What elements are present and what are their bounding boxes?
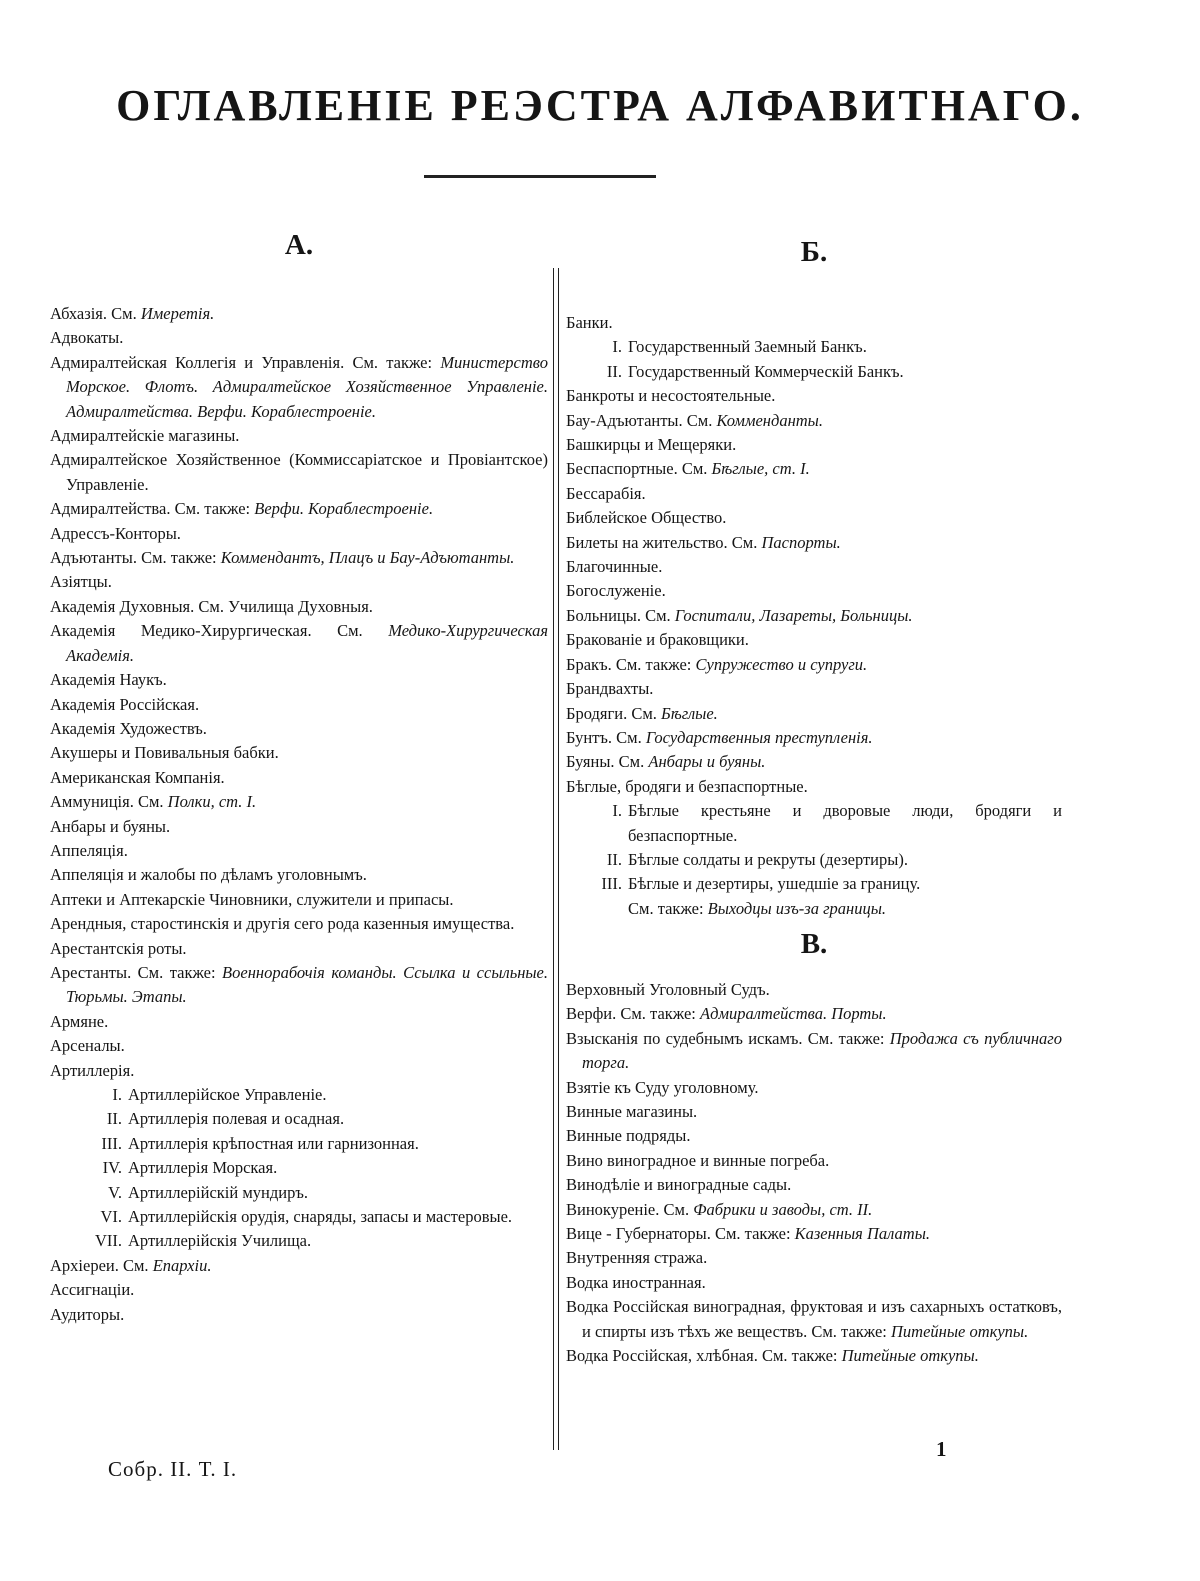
entry-text: Адъютанты. См. также: xyxy=(50,548,221,568)
entry-text: Аппеляція. xyxy=(50,840,128,860)
index-entry xyxy=(566,1149,1062,1173)
entry-text: Аппеляція и жалобы по дѣламъ уголовнымъ. xyxy=(50,865,367,885)
index-entry xyxy=(566,653,1062,677)
entry-text: Брандвахты. xyxy=(566,679,654,699)
entry-reference: Имеретія. xyxy=(140,304,215,323)
index-entry xyxy=(50,497,548,521)
index-subentry xyxy=(50,1229,548,1253)
index-entry xyxy=(50,570,548,594)
index-entry xyxy=(50,693,548,717)
entry-text: Артиллерія Морская. xyxy=(128,1158,278,1178)
entry-reference: Паспорты. xyxy=(761,532,841,552)
section-letter-a: А. xyxy=(284,229,314,261)
index-subentry xyxy=(566,897,1062,921)
index-subentry xyxy=(50,1181,548,1205)
entry-text: Артиллерія. xyxy=(50,1060,135,1080)
index-entry xyxy=(566,604,1062,628)
page-number: 1 xyxy=(936,1437,947,1461)
index-entry xyxy=(50,888,548,912)
entry-reference: Казенныя Палаты. xyxy=(794,1224,930,1244)
entry-text: Бродяги. См. xyxy=(566,703,662,723)
index-entry xyxy=(566,775,1062,799)
entry-reference: Верфи. Кораблестроеніе. xyxy=(254,499,434,519)
index-entry xyxy=(566,555,1062,579)
entry-reference: Питейные откупы. xyxy=(891,1321,1029,1341)
entry-reference: Полки, ст. I. xyxy=(167,792,257,812)
entry-text: Арсеналы. xyxy=(50,1036,125,1056)
index-entry xyxy=(50,1010,548,1034)
entry-text: Верховный Уголовный Судъ. xyxy=(566,980,770,999)
index-entry xyxy=(566,978,1062,1002)
entry-text: Академія Россійская. xyxy=(50,694,200,714)
index-entry xyxy=(566,1100,1062,1124)
index-entry xyxy=(50,790,548,814)
index-entry xyxy=(566,726,1062,750)
entry-text: Артиллерія полевая и осадная. xyxy=(128,1109,345,1129)
entry-reference: Медико-Хирургическая Академія. xyxy=(66,621,548,665)
index-entry xyxy=(566,1271,1062,1295)
index-entry xyxy=(566,750,1062,774)
entry-text: Билеты на жительство. См. xyxy=(566,532,762,552)
index-entry xyxy=(50,766,548,790)
index-entry xyxy=(50,1278,548,1302)
entry-text: Адмиралтейскіе магазины. xyxy=(50,426,240,446)
entry-text: Академія Художествъ. xyxy=(50,718,207,738)
index-subentry xyxy=(566,848,1062,872)
entries-b xyxy=(566,311,1062,921)
entry-text: Акушеры и Повивальныя бабки. xyxy=(50,743,279,763)
index-entry xyxy=(50,302,548,326)
entry-text: Бракованіе и браковщики. xyxy=(566,630,749,650)
entry-text: Внутренняя стража. xyxy=(566,1248,708,1268)
entry-text: Бессарабія. xyxy=(566,483,646,503)
index-entry xyxy=(566,1002,1062,1026)
entry-text: Государственный Коммерческій Банкъ. xyxy=(628,361,904,381)
column-divider xyxy=(553,268,559,1450)
index-subentry xyxy=(50,1132,548,1156)
entry-text: Армяне. xyxy=(50,1011,109,1031)
entry-text: См. также: xyxy=(628,898,708,918)
entry-text: Банкроты и несостоятельные. xyxy=(566,386,776,406)
index-entry xyxy=(50,424,548,448)
index-entry xyxy=(50,912,548,936)
entry-text: Богослуженіе. xyxy=(566,581,666,601)
subentry-number: V. xyxy=(108,1182,122,1202)
index-entry xyxy=(50,1034,548,1058)
entry-text: Адрессъ-Конторы. xyxy=(50,523,181,543)
entry-text: Анбары и буяны. xyxy=(50,816,171,836)
index-entry xyxy=(50,546,548,570)
entry-text: Арестанты. См. также: xyxy=(50,962,223,982)
entry-text: Беспаспортные. См. xyxy=(566,459,712,479)
entry-text: Бѣглые крестьяне и дворовые люди, бродяги и безпаспортные. xyxy=(628,801,1062,845)
entry-text: Библейское Общество. xyxy=(566,508,727,528)
index-entry xyxy=(566,702,1062,726)
entry-reference: Бѣглые, ст. I. xyxy=(711,459,810,479)
index-entry xyxy=(566,628,1062,652)
entry-text: Больницы. См. xyxy=(566,605,675,625)
entry-reference: Супружество и супруги. xyxy=(695,654,868,674)
index-entry xyxy=(566,1173,1062,1197)
index-entry xyxy=(50,448,548,497)
entry-text: Бунтъ. См. xyxy=(566,727,646,747)
entry-text: Бѣглые, бродяги и безпаспортные. xyxy=(566,776,808,796)
index-subentry xyxy=(50,1205,548,1229)
entry-text: Водка Россійская виноградная, фруктовая и изъ сахарныхъ остатковъ, и спирты изъ тѣхъ же веществъ. См. также: xyxy=(566,1297,1062,1341)
entries-a xyxy=(50,302,548,1327)
subentry-number: II. xyxy=(606,849,622,869)
entry-reference: Бѣглые. xyxy=(661,703,718,723)
entry-reference: Выходцы изъ-за границы. xyxy=(707,898,887,918)
entry-text: Адмиралтейства. См. также: xyxy=(50,499,255,519)
index-subentry xyxy=(50,1107,548,1131)
index-entry xyxy=(566,1295,1062,1344)
entry-reference: Коммендантъ, Плацъ и Бау-Адъютанты. xyxy=(220,548,515,568)
entry-text: Бракъ. См. также: xyxy=(566,654,696,674)
index-entry xyxy=(566,384,1062,408)
index-entry xyxy=(566,531,1062,555)
index-subentry xyxy=(50,1083,548,1107)
subentry-number: I. xyxy=(612,801,622,821)
entries-v xyxy=(566,978,1062,1369)
entry-reference: Государственныя преступленія. xyxy=(645,727,873,747)
entry-text: Академія Медико-Хирургическая. См. xyxy=(50,621,389,641)
index-entry xyxy=(50,668,548,692)
index-entry xyxy=(50,326,548,350)
index-entry xyxy=(566,482,1062,506)
entry-text: Аудиторы. xyxy=(50,1304,125,1324)
entry-reference: Министерство Морское. Флотъ. Адмиралтейское Хозяйственное Управленіе. Адмиралтейства. Верфи. Кораблестроеніе. xyxy=(66,352,548,421)
index-entry xyxy=(50,863,548,887)
index-entry xyxy=(50,1303,548,1327)
entry-text: Бѣглые и дезертиры, ушедшіе за границу. xyxy=(628,874,921,894)
index-subentry xyxy=(50,1156,548,1180)
entry-reference: Анбары и буяны. xyxy=(648,752,766,772)
entry-text: Водка Россійская, хлѣбная. См. также: xyxy=(566,1346,842,1366)
entry-text: Башкирцы и Мещеряки. xyxy=(566,435,737,455)
entry-text: Верфи. См. также: xyxy=(566,1004,701,1024)
entry-text: Благочинные. xyxy=(566,557,663,577)
index-entry xyxy=(50,741,548,765)
index-entry xyxy=(50,522,548,546)
entry-reference: Питейные откупы. xyxy=(841,1346,979,1366)
index-entry xyxy=(50,595,548,619)
index-entry xyxy=(566,1027,1062,1076)
entry-text: Взысканія по судебнымъ искамъ. См. также: xyxy=(566,1028,890,1048)
index-subentry xyxy=(566,335,1062,359)
index-entry xyxy=(566,1076,1062,1100)
entry-text: Артиллерійскій мундиръ. xyxy=(128,1182,308,1202)
entry-text: Американская Компанія. xyxy=(50,767,225,787)
entry-text: Винные магазины. xyxy=(566,1102,698,1122)
entry-text: Абхазія. См. xyxy=(50,304,141,323)
index-entry xyxy=(566,311,1062,335)
entry-text: Винные подряды. xyxy=(566,1126,691,1146)
entry-text: Адмиралтейское Хозяйственное (Коммиссаріатское и Провіантское) Управленіе. xyxy=(50,450,548,494)
index-entry xyxy=(50,619,548,668)
title-rule xyxy=(424,175,656,178)
index-entry xyxy=(566,506,1062,530)
index-entry xyxy=(50,961,548,1010)
index-entry xyxy=(566,433,1062,457)
subentry-number: VII. xyxy=(94,1231,122,1251)
entry-text: Архіереи. См. xyxy=(50,1255,153,1275)
entry-text: Арендныя, старостинскія и другія сего рода казенныя имущества. xyxy=(50,914,515,934)
subentry-number: I. xyxy=(612,337,622,357)
entry-text: Артиллерійскія Училища. xyxy=(128,1231,312,1251)
signature-mark: Собр. II. Т. I. xyxy=(108,1457,238,1481)
entry-text: Артиллерійскія орудія, снаряды, запасы и мастеровые. xyxy=(128,1207,513,1227)
index-entry xyxy=(50,1059,548,1083)
subentry-number: II. xyxy=(106,1109,122,1129)
entry-text: Взятіе къ Суду уголовному. xyxy=(566,1077,759,1097)
index-entry xyxy=(566,1198,1062,1222)
entry-text: Аптеки и Аптекарскіе Чиновники, служители и припасы. xyxy=(50,889,454,909)
entry-text: Ассигнаціи. xyxy=(50,1280,135,1300)
entry-text: Буяны. См. xyxy=(566,752,649,772)
index-subentry xyxy=(566,360,1062,384)
page-title: ОГЛАВЛЕНІЕ РЕЭСТРА АЛФАВИТНАГО. xyxy=(116,81,1084,130)
subentry-number: II. xyxy=(606,361,622,381)
section-letter-b: Б. xyxy=(800,236,828,268)
index-entry xyxy=(566,1246,1062,1270)
entry-reference: Госпитали, Лазареты, Больницы. xyxy=(674,605,913,625)
subentry-number: III. xyxy=(601,874,622,894)
entry-text: Адвокаты. xyxy=(50,328,124,348)
entry-text: Адмиралтейская Коллегія и Управленія. См. также: xyxy=(50,352,441,372)
entry-reference: Военнорабочія команды. Ссылка и ссыльные. Тюрьмы. Этапы. xyxy=(66,962,549,1007)
subentry-number: I. xyxy=(112,1085,122,1104)
index-subentry xyxy=(566,799,1062,848)
entry-text: Аммуниція. См. xyxy=(50,792,168,812)
index-entry xyxy=(50,839,548,863)
subentry-number: III. xyxy=(101,1133,122,1153)
entry-reference: Комменданты. xyxy=(716,410,823,430)
entry-text: Бѣглые солдаты и рекруты (дезертиры). xyxy=(628,849,908,869)
entry-reference: Епархіи. xyxy=(152,1255,212,1275)
entry-text: Винодѣліе и виноградные сады. xyxy=(566,1175,792,1195)
subentry-number: IV. xyxy=(102,1158,122,1178)
entry-reference: Продажа съ публичнаго торга. xyxy=(582,1028,1062,1073)
entry-text: Винокуреніе. См. xyxy=(566,1199,694,1219)
index-entry xyxy=(50,717,548,741)
index-entry xyxy=(566,1344,1062,1368)
section-letter-v: В. xyxy=(800,928,828,960)
entry-text: Артиллерія крѣпостная или гарнизонная. xyxy=(128,1133,419,1153)
index-entry xyxy=(566,677,1062,701)
entry-text: Академія Наукъ. xyxy=(50,670,167,690)
entry-reference: Фабрики и заводы, ст. II. xyxy=(693,1199,873,1219)
index-entry xyxy=(50,937,548,961)
entry-text: Бау-Адъютанты. См. xyxy=(566,410,717,430)
index-entry xyxy=(50,1254,548,1278)
entry-reference: Адмиралтейства. Порты. xyxy=(700,1004,887,1024)
entry-text: Вино виноградное и винные погреба. xyxy=(566,1150,830,1170)
index-entry xyxy=(566,457,1062,481)
subentry-number: VI. xyxy=(100,1207,122,1227)
index-subentry xyxy=(566,872,1062,896)
index-entry xyxy=(566,409,1062,433)
index-entry xyxy=(566,1124,1062,1148)
entry-text: Арестантскія роты. xyxy=(50,938,187,958)
index-entry xyxy=(566,1222,1062,1246)
entry-text: Государственный Заемный Банкъ. xyxy=(628,337,867,357)
entry-text: Вице - Губернаторы. См. также: xyxy=(566,1224,795,1244)
entry-text: Банки. xyxy=(566,313,613,332)
entry-text: Азіятцы. xyxy=(50,572,112,592)
index-entry xyxy=(566,579,1062,603)
entry-text: Водка иностранная. xyxy=(566,1272,706,1292)
entry-text: Академія Духовныя. См. Училища Духовныя. xyxy=(50,596,373,616)
index-entry xyxy=(50,351,548,424)
index-entry xyxy=(50,815,548,839)
entry-text: Артиллерійское Управленіе. xyxy=(128,1085,327,1104)
